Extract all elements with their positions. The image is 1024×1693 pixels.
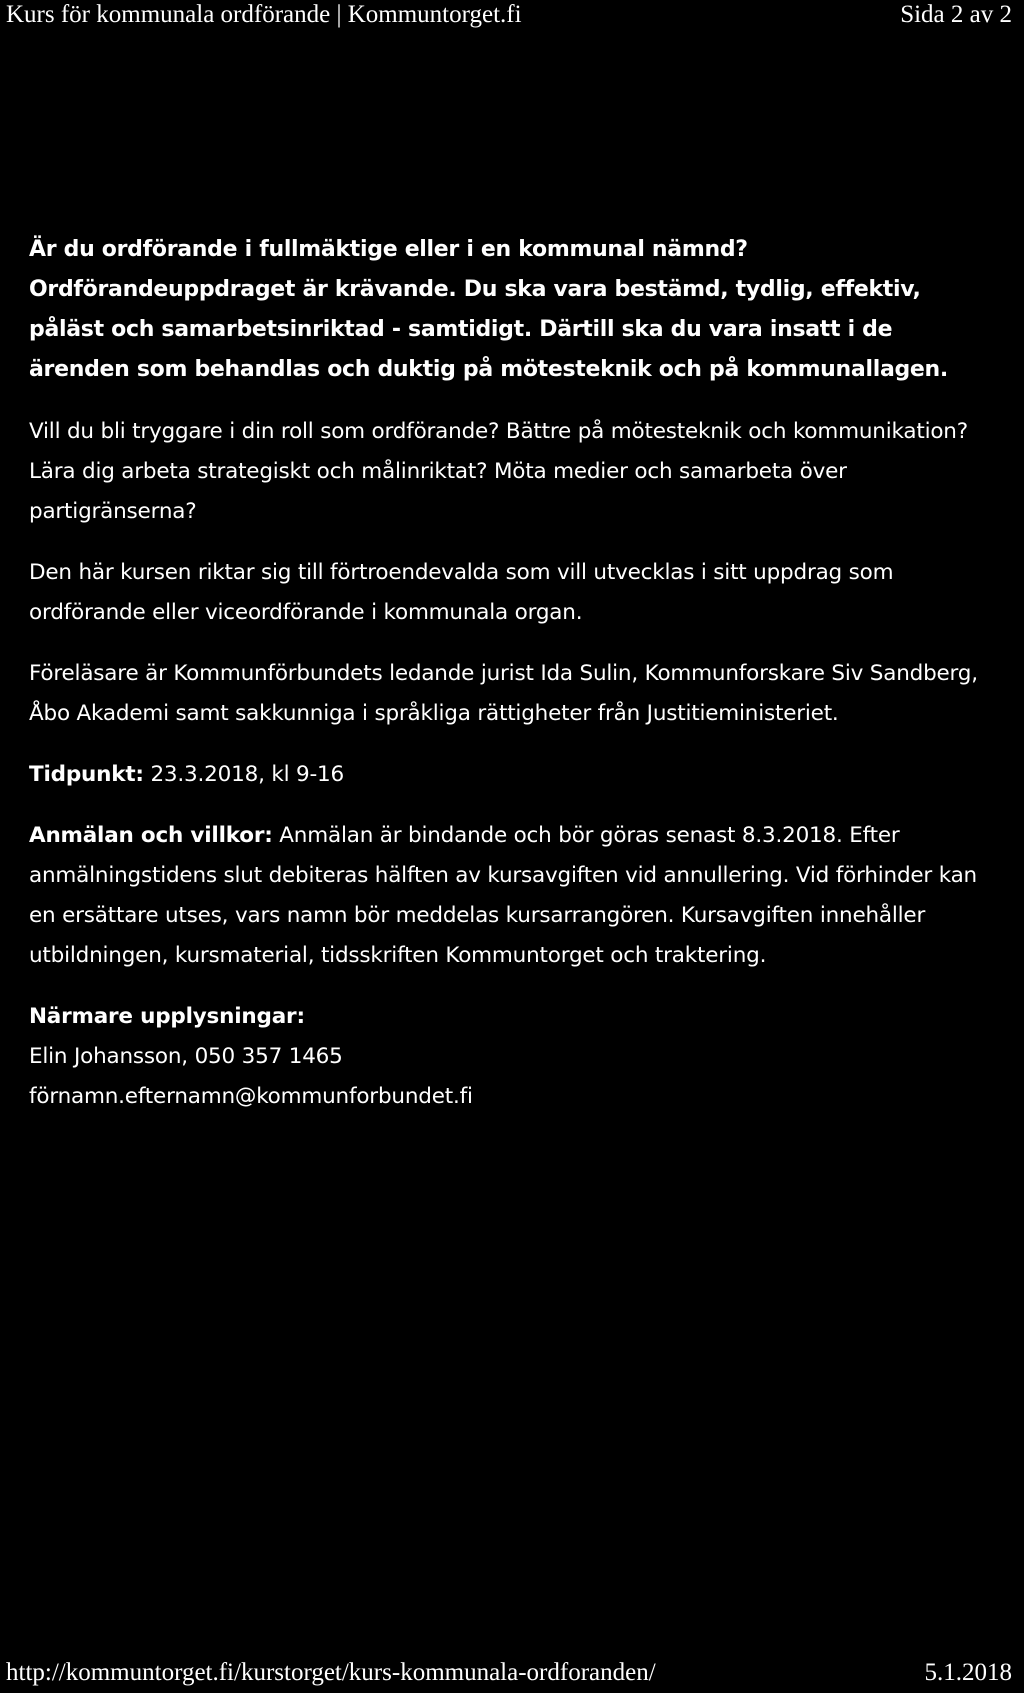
- time-paragraph: [29, 755, 989, 795]
- contact-email[interactable]: förnamn.efternamn@kommunforbundet.fi: [29, 1084, 473, 1109]
- time-label: Tidpunkt:: [29, 762, 144, 787]
- audience-paragraph: Den här kursen riktar sig till förtroendevalda som vill utvecklas i sitt uppdrag som ordförande eller viceordförande i kommunala organ.: [29, 560, 894, 625]
- signup-label: Anmälan och villkor:: [29, 823, 273, 848]
- page-url[interactable]: http://kommuntorget.fi/kurstorget/kurs-kommunala-ordforanden/: [6, 1659, 656, 1686]
- time-value: 23.3.2018, kl 9-16: [143, 762, 344, 787]
- questions-paragraph: Vill du bli tryggare i din roll som ordförande? Bättre på mötesteknik och kommunikation? Lära dig arbeta strategiskt och målinriktat? Möta medier och samarbeta över partigränserna?: [29, 419, 968, 524]
- signup-value: Anmälan är bindande och bör göras senast 8.3.2018. Efter anmälningstidens slut debiteras hälften av kursavgiften vid annullering. Vid förhinder kan en ersättare utses, vars namn bör meddelas kursarrangören. Kursavgiften innehåller utbildningen, kursmaterial, tidsskriften Kommuntorget och traktering.: [29, 823, 977, 968]
- signup-paragraph: [29, 816, 989, 976]
- print-date: 5.1.2018: [924, 1659, 1012, 1686]
- article-body: [29, 230, 989, 1138]
- print-header: [0, 0, 1024, 34]
- intro-paragraph: Är du ordförande i fullmäktige eller i en kommunal nämnd? Ordförandeuppdraget är krävande. Du ska vara bestämd, tydlig, effektiv, påläst och samarbetsinriktad - samtidigt. Därtill ska du vara insatt i de ärenden som behandlas och duktig på mötesteknik och på kommunallagen.: [29, 237, 948, 382]
- print-footer: [0, 1658, 1024, 1692]
- page-number: Sida 2 av 2: [900, 1, 1012, 28]
- info-label: Närmare upplysningar:: [29, 1004, 305, 1029]
- lecturers-paragraph: Föreläsare är Kommunförbundets ledande jurist Ida Sulin, Kommunforskare Siv Sandberg, Åbo Akademi samt sakkunniga i språkliga rättigheter från Justitieministeriet.: [29, 661, 978, 726]
- document-title: Kurs för kommunala ordförande | Kommuntorget.fi: [6, 1, 522, 28]
- contact-name: Elin Johansson, 050 357 1465: [29, 1044, 343, 1069]
- contact-paragraph: [29, 997, 989, 1117]
